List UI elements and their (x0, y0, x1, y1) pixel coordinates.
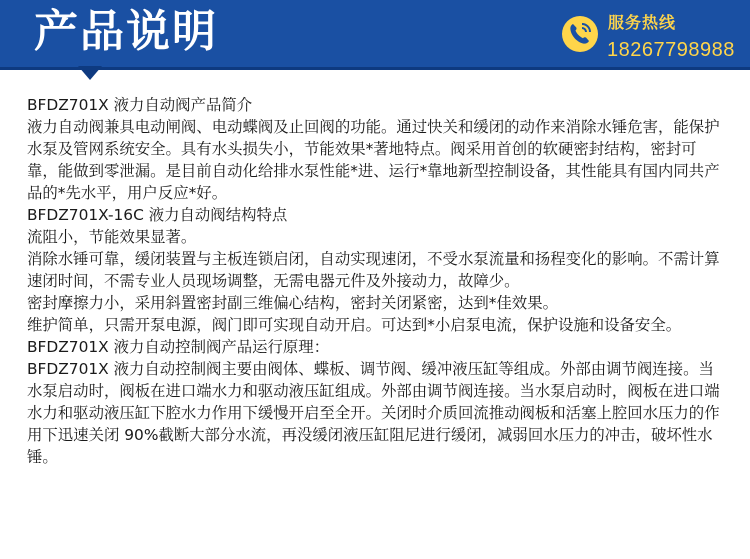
principle-paragraph: BFDZ701X 液力自动控制阀主要由阀体、蝶板、调节阀、缓冲液压缸等组成。外部由调节阀连接。当水泵启动时，阀板在进口端水力和驱动液压缸组成。外部由调节阀连接。当水泵启动时，阀板在进口端水力和驱动液压缸下腔水力作用下缓慢开启至全开。关闭时介质回流推动阀板和活塞上腔回水压力的作用下迅速关闭 90%截断大部分水流，再没缓闭液压缸阻尼进行缓闭，减弱回水压力的冲击，破坏性水锤。 (27, 360, 720, 466)
feature-item: 密封摩擦力小，采用斜置密封副三维偏心结构，密封关闭紧密，达到*佳效果。 (27, 294, 558, 312)
product-description (27, 94, 727, 468)
intro-heading: BFDZ701X 液力自动阀产品简介 (27, 96, 253, 114)
intro-paragraph: 液力自动阀兼具电动闸阀、电动蝶阀及止回阀的功能。通过快关和缓闭的动作来消除水锤危害，能保护水泵及管网系统安全。具有水头损失小，节能效果*著地特点。阀采用首创的软硬密封结构，密封可靠，能做到零泄漏。是目前自动化给排水泵性能*进、运行*靠地新型控制设备，其性能具有国内同共产品的*先水平，用户反应*好。 (27, 118, 720, 202)
header-banner (0, 0, 750, 70)
principle-heading: BFDZ701X 液力自动控制阀产品运行原理： (27, 338, 330, 356)
banner-pointer (78, 66, 102, 80)
phone-icon (560, 14, 600, 54)
feature-item: 维护简单，只需开泵电源，阀门即可实现自动开启。可达到*小启泵电流，保护设施和设备安全。 (27, 316, 682, 334)
feature-item: 消除水锤可靠，缓闭装置与主板连锁启闭，自动实现速闭，不受水泵流量和扬程变化的影响。不需计算速闭时间，不需专业人员现场调整，无需电器元件及外接动力，故障少。 (27, 250, 720, 290)
hotline-number: 18267798988 (607, 39, 735, 61)
hotline-label: 服务热线 (608, 13, 677, 32)
page-title: 产品说明 (34, 6, 218, 57)
feature-item: 流阻小，节能效果显著。 (27, 228, 197, 246)
features-heading: BFDZ701X-16C 液力自动阀结构特点 (27, 206, 288, 224)
